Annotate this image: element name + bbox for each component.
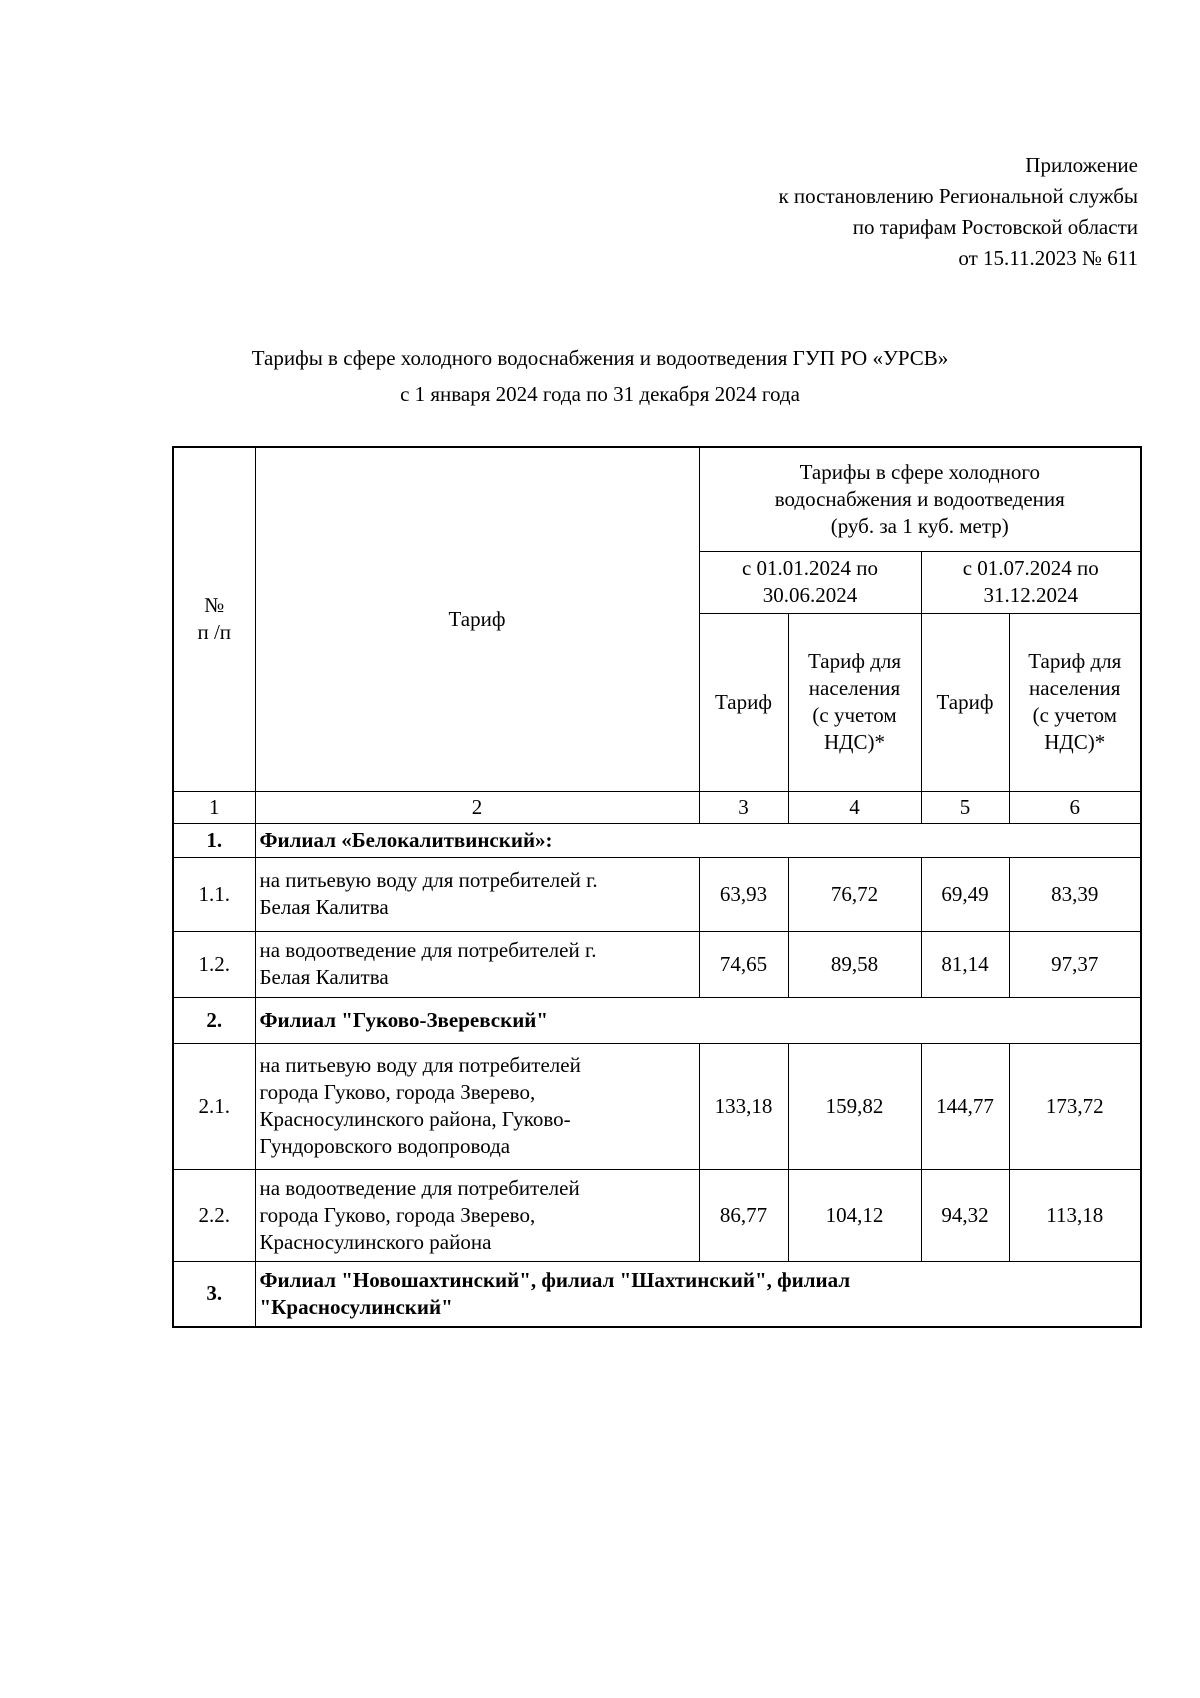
section-number: 1. [173, 823, 255, 857]
header-group: Тарифы в сфере холодного водоснабжения и водоотведения (руб. за 1 куб. метр) [699, 447, 1141, 551]
section-title: Филиал «Белокалитвинский»: [255, 823, 1141, 857]
header-sub-tariff: Тариф [921, 613, 1009, 791]
section-row [173, 823, 1141, 857]
row-number: 2.1. [173, 1043, 255, 1169]
section-row [173, 1261, 1141, 1327]
value-cell: 159,82 [788, 1043, 921, 1169]
tariffs-table [172, 446, 1142, 1328]
header-tariff: Тариф [255, 447, 699, 791]
column-number: 3 [699, 791, 788, 823]
value-cell: 113,18 [1009, 1169, 1141, 1261]
value-cell: 133,18 [699, 1043, 788, 1169]
row-number: 1.2. [173, 931, 255, 997]
value-cell: 94,32 [921, 1169, 1009, 1261]
row-name: на водоотведение для потребителей г. Белая Калитва [255, 931, 699, 997]
appendix-line: по тарифам Ростовской области [852, 215, 1138, 239]
title-line: Тарифы в сфере холодного водоснабжения и водоотведения ГУП РО «УРСВ» [251, 346, 949, 370]
value-cell: 173,72 [1009, 1043, 1141, 1169]
title-line: с 1 января 2024 года по 31 декабря 2024 года [400, 382, 800, 406]
value-cell: 76,72 [788, 857, 921, 931]
column-number: 6 [1009, 791, 1141, 823]
row-name: на питьевую воду для потребителей г. Белая Калитва [255, 857, 699, 931]
header-sub-tariff: Тариф [699, 613, 788, 791]
section-row [173, 997, 1141, 1043]
value-cell: 97,37 [1009, 931, 1141, 997]
appendix-line: от 15.11.2023 № 611 [958, 246, 1138, 270]
table-row [173, 931, 1141, 997]
row-number: 2.2. [173, 1169, 255, 1261]
row-name: на питьевую воду для потребителей города Гуково, города Зверево, Красносулинского района, Гуково- Гундоровского водопровода [255, 1043, 699, 1169]
section-number: 3. [173, 1261, 255, 1327]
header-period-2: с 01.07.2024 по 31.12.2024 [921, 551, 1141, 613]
table-row [173, 857, 1141, 931]
column-numbers-row [173, 791, 1141, 823]
value-cell: 104,12 [788, 1169, 921, 1261]
section-number: 2. [173, 997, 255, 1043]
value-cell: 86,77 [699, 1169, 788, 1261]
header-sub-population: Тариф для населения (с учетом НДС)* [1009, 613, 1141, 791]
appendix-line: к постановлению Региональной службы [778, 184, 1138, 208]
value-cell: 89,58 [788, 931, 921, 997]
section-title: Филиал "Новошахтинский", филиал "Шахтинский", филиал "Красносулинский" [255, 1261, 1141, 1327]
value-cell: 69,49 [921, 857, 1009, 931]
column-number: 1 [173, 791, 255, 823]
value-cell: 81,14 [921, 931, 1009, 997]
appendix-line: Приложение [1025, 153, 1138, 177]
column-number: 2 [255, 791, 699, 823]
table-row [173, 1043, 1141, 1169]
appendix-block [778, 150, 1138, 274]
header-num: № п /п [173, 447, 255, 791]
value-cell: 63,93 [699, 857, 788, 931]
value-cell: 144,77 [921, 1043, 1009, 1169]
header-sub-population: Тариф для населения (с учетом НДС)* [788, 613, 921, 791]
value-cell: 74,65 [699, 931, 788, 997]
value-cell: 83,39 [1009, 857, 1141, 931]
table-row [173, 1169, 1141, 1261]
document-title [0, 340, 1200, 412]
row-number: 1.1. [173, 857, 255, 931]
row-name: на водоотведение для потребителей города Гуково, города Зверево, Красносулинского района [255, 1169, 699, 1261]
header-period-1: с 01.01.2024 по 30.06.2024 [699, 551, 921, 613]
column-number: 4 [788, 791, 921, 823]
column-number: 5 [921, 791, 1009, 823]
section-title: Филиал "Гуково-Зверевский" [255, 997, 1141, 1043]
